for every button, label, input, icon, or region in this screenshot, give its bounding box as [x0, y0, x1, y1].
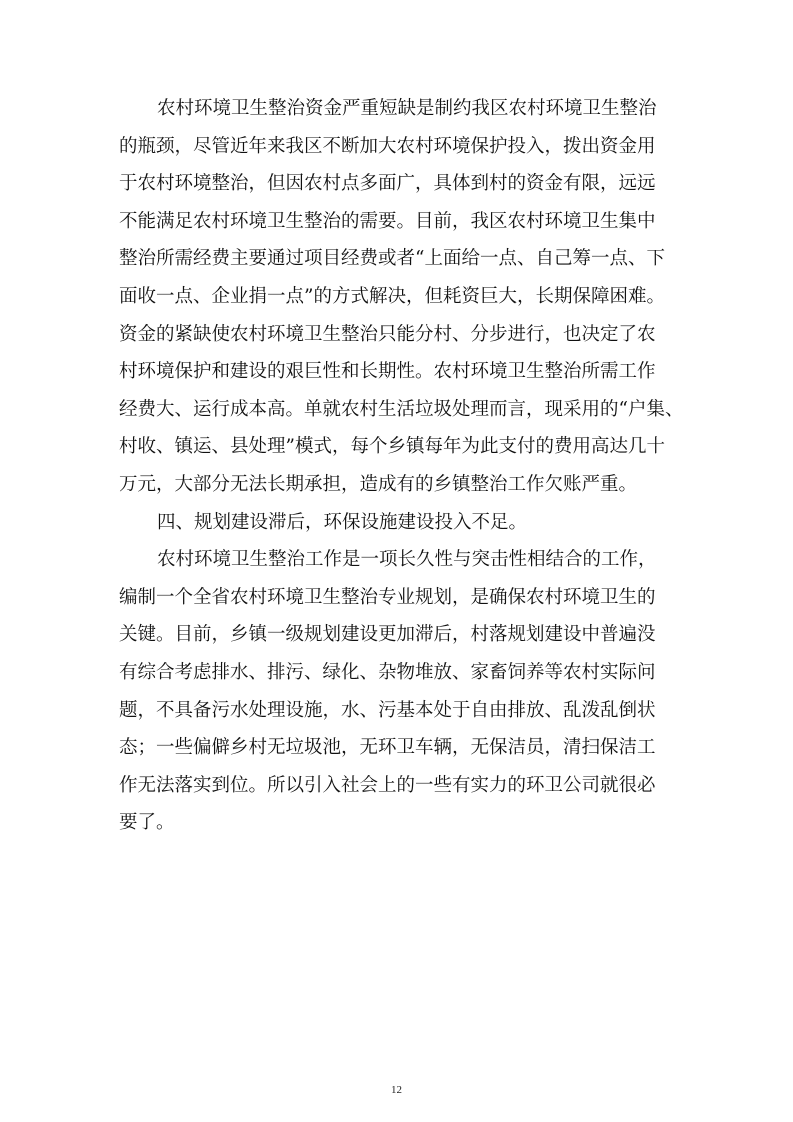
text-line: 态；一些偏僻乡村无垃圾池，无环卫车辆，无保洁员，清扫保洁工 [119, 737, 656, 759]
text-line: 农村环境卫生整治工作是一项长久性与突击性相结合的工作， [157, 549, 657, 571]
page-number: 12 [391, 1084, 402, 1096]
text-line: 有综合考虑排水、排污、绿化、杂物堆放、家畜饲养等农村实际问 [119, 661, 656, 683]
text-line: 经费大、运行成本高。单就农村生活垃圾处理而言，现采用的“户集、 [119, 398, 684, 420]
text-line: 村收、镇运、县处理”模式，每个乡镇每年为此支付的费用高达几十 [119, 436, 665, 458]
text-line: 关键。目前，乡镇一级规划建设更加滞后，村落规划建设中普遍没 [119, 624, 656, 646]
text-line: 村环境保护和建设的艰巨性和长期性。农村环境卫生整治所需工作 [119, 361, 656, 383]
text-line: 的瓶颈，尽管近年来我区不断加大农村环境保护投入，拨出资金用 [119, 135, 656, 157]
text-line: 万元，大部分无法长期承担，造成有的乡镇整治工作欠账严重。 [119, 473, 638, 495]
text-line: 题，不具备污水处理设施，水、污基本处于自由排放、乱泼乱倒状 [119, 699, 656, 721]
text-line: 作无法落实到位。所以引入社会上的一些有实力的环卫公司就很必 [119, 774, 656, 796]
text-line: 不能满足农村环境卫生整治的需要。目前，我区农村环境卫生集中 [119, 210, 656, 232]
text-line: 农村环境卫生整治资金严重短缺是制约我区农村环境卫生整治 [157, 98, 657, 119]
text-line: 要了。 [119, 812, 175, 834]
text-line: 整治所需经费主要通过项目经费或者“上面给一点、自己筹一点、下 [119, 248, 665, 270]
body-text [119, 90, 689, 842]
text-line: 面收一点、企业捐一点”的方式解决，但耗资巨大，长期保障困难。 [119, 285, 665, 307]
text-line: 资金的紧缺使农村环境卫生整治只能分村、分步进行，也决定了农 [119, 323, 656, 345]
text-line: 于农村环境整治，但因农村点多面广，具体到村的资金有限，远远 [119, 173, 656, 195]
text-line: 编制一个全省农村环境卫生整治专业规划，是确保农村环境卫生的 [119, 586, 656, 608]
section-heading: 四、规划建设滞后，环保设施建设投入不足。 [157, 511, 528, 533]
